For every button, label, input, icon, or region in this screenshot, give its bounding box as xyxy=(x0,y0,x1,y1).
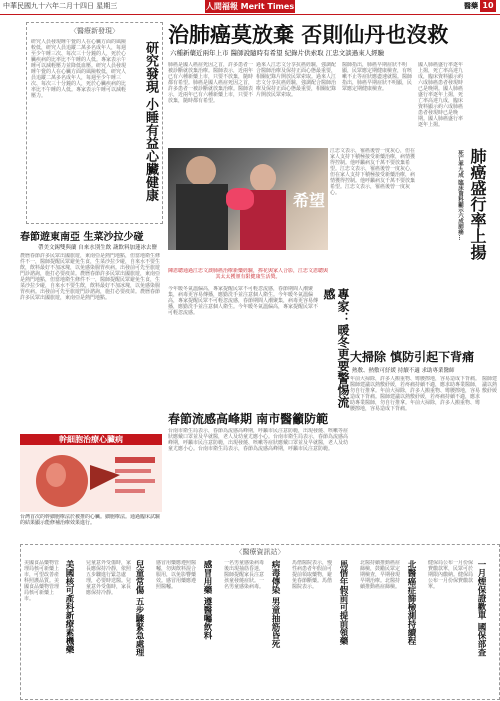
man-figure xyxy=(186,156,216,186)
lung-title: 肺癌盛行率上揚 xyxy=(468,148,487,260)
info-station-header: 〈醫療資訊站〉 xyxy=(235,548,285,556)
lead-subhead: 六種新藥近兩年上市 醫師說隨時有希望 紀錄片供索取 江忠文談過來人經驗 xyxy=(170,49,385,57)
woman-figure xyxy=(250,164,276,192)
info-item-6-body: 北醫持續推動癌症篩檢，鼓勵民眾定期檢查，早期發現早期治療。北醫持續推動癌症篩檢。 xyxy=(360,560,401,590)
info-item-7-title: 一月煙保證歡單 國保部查 xyxy=(476,560,486,657)
masthead xyxy=(0,0,500,14)
info-item-2-body: 兒童意外受傷時，家長應保持冷靜，依照五步驟進行緊急處理，必要時送醫。兒童意外受傷時，家長應保持冷靜。 xyxy=(86,560,132,596)
lead-body-col1: 肺癌是國人癌症死因之首，許多患者一被診斷就放棄治療。醫師表示，近兩年已有六種新藥上市，只要不放棄，隨時都有希望。肺癌是國人癌症死因之首，許多患者一被診斷就放棄治療。醫師表示，近兩年已有六種新藥上市，只要不放棄，隨時都有希望。 xyxy=(168,62,254,104)
info-item-1-title: 美國核可產科新療素機藥 xyxy=(64,560,74,654)
lead-headline: 治肺癌莫放棄 否則仙丹也沒救 xyxy=(168,22,449,47)
man-suit xyxy=(176,184,228,250)
back-pain-subtitle: 熱敷、熱敷可紓緩 持續不適 求助專業醫師 xyxy=(352,368,455,374)
info-item-4-body: 一名男童感染病毒後出現抽筋昏迷，醫師提醒家長注意孩童發燒症狀。一名男童感染病毒。 xyxy=(224,560,265,590)
info-item-5-body: 馬偕醫院表示，慢性病患者年假前可提前領取藥物，避免春節斷藥。馬偕醫院表示。 xyxy=(292,560,333,590)
info-item-6-title: 北醫癌症篩檢測持續程 xyxy=(406,560,416,645)
info-item-4-title: 病毒傳染 男童抽筋昏死 xyxy=(270,560,280,648)
flu-vertical-title: 專家：暖冬更要警惕流感 xyxy=(322,288,350,408)
lead-body-col2: 過來人江忠文分享抗癌經驗，強調配合醫師治療及保持正面心態最重要，相關紀錄片開放民眾索取。過來人江忠文分享抗癌經驗，強調配合醫師治療及保持正面心態最重要，相關紀錄片開放民眾索取。 xyxy=(256,62,337,98)
issue-date: 中華民國九十六年二月十四日 星期三 xyxy=(3,2,118,10)
masthead-rule xyxy=(0,14,500,15)
research-title: 研究發現 小睡有益心臟健康 xyxy=(143,41,158,202)
flu-headline: 春節流感高峰期 南市醫籲防範 xyxy=(168,412,329,426)
page-number: 10 xyxy=(480,0,496,12)
lead-photo xyxy=(168,148,328,250)
heart-illustration xyxy=(20,445,162,512)
stem-cell-caption: 台灣首次的幹細胞療法於被推的心臟。細胞療法。通過臨床試驗的結果顯示能修補治療效果進行。 xyxy=(20,514,161,526)
info-item-7-body: 健保局公布一月份保費繳款單，民眾可於期限內繳納。健保局公布一月份保費繳款單。 xyxy=(428,560,474,590)
flower-bouquet xyxy=(226,188,254,210)
research-box-header: 〈醫療新發現〉 xyxy=(70,27,119,35)
travel-body: 農曆春節許多民眾出國旅遊，東南亞是熱門地點，但當地衛生條件不一，醫師提醒民眾避免生食，生菜沙拉少碰，自來水不要生飲，飲料最好不加冰塊，以免感染腸胃疾病。出發前可先至旅遊門診諮詢，施打必要疫苗。農曆春節許多民眾出國旅遊，東南亞是熱門地點，但當地衛生條件不一，醫師提醒民眾避免生食，生菜沙拉少碰，自來水不要生飲，飲料最好不加冰塊，以免感染腸胃疾病。出發前可先至旅遊門診諮詢，施打必要疫苗。農曆春節許多民眾出國旅遊，東南亞是熱門地點。 xyxy=(20,253,161,301)
lead-photo-caption: 陳恩聰通過江忠文談肺癌治療新藥經驗，捧花與家人合影，江忠文恩聰與其太太獲頒有限健康生活獎。 xyxy=(168,268,328,280)
travel-title: 春節遊東南亞 生菜沙拉少碰 xyxy=(20,232,144,243)
lead-body-col3: 醫師指出，肺癌早期症狀不明顯，民眾應定期健康檢查，有咳嗽不止等症狀應盡速就醫。醫師指出，肺癌早期症狀不明顯，民眾應定期健康檢查。 xyxy=(342,62,413,92)
flu-body: 今年暖冬氣溫偏高，專家提醒民眾不可輕忽流感，春節期間人潮聚集，病毒更容易傳播，應勤洗手並注意個人衛生。今年暖冬氣溫偏高，專家提醒民眾不可輕忽流感，春節期間人潮聚集，病毒更容易傳播，應勤洗手並注意個人衛生。今年暖冬氣溫偏高，專家提醒民眾不可輕忽流感。 xyxy=(168,286,318,316)
lead-body-col4: 江忠文表示，罹癌後曾一度灰心，但在家人支持下積極接受新藥治療，病情獲得控制。他呼籲病友千萬不要放棄希望。江忠文表示，罹癌後曾一度灰心，但在家人支持下積極接受新藥治療，病情獲得控制。他呼籲病友千萬不要放棄希望。江忠文表示，罹癌後曾一度灰心。 xyxy=(330,148,416,196)
newspaper-logo: 人間福報 Merit Times xyxy=(205,2,295,11)
section-label: 醫藥 xyxy=(464,2,478,10)
info-item-2-title: 兒童常傷 五步驟緊急處理 xyxy=(134,560,144,657)
info-item-3-title: 感冒用藥 遵醫囑飲料 xyxy=(202,560,212,640)
info-item-1-body: 美國食品藥物管理局核可新藥上市，可望改善產科照護品質。美國食品藥物管理局核可新藥上市。 xyxy=(24,560,60,602)
stem-cell-graphic-title: 幹細胞治療心臟病 xyxy=(20,434,162,445)
back-pain-body: 年前大掃除，許多人搬重物、彎腰擦地，容易造成下背痛。醫師建議以熱敷紓緩，若疼痛持續不適，應求助專業醫師，勿自行推拿。年前大掃除，許多人搬重物、彎腰擦地，容易造成下背痛。醫師建議以熱敷紓緩，若疼痛持續不適，應求助專業醫師，勿自行推拿。年前大掃除，許多人搬重物、彎腰擦地，容易造成下背痛。 xyxy=(350,376,480,412)
research-box xyxy=(26,22,163,224)
flu-article: 台南市衛生局表示，春節為流感高峰期，呼籲市民注意防範，出現發燒、咳嗽等症狀應戴口罩並及早就醫，老人及幼童尤應小心。台南市衛生局表示，春節為流感高峰期，呼籲市民注意防範，出現發燒、咳嗽等症狀應戴口罩並及早就醫，老人及幼童尤應小心。台南市衛生局表示，春節為流感高峰期，呼籲市民注意防範。 xyxy=(168,428,348,452)
info-item-3-body: 感冒用藥應遵照醫囑，勿與飲料混合服用，以免影響藥效。感冒用藥應遵照醫囑。 xyxy=(156,560,197,590)
back-pain-edge: 醫師建議以熱敷紓緩 xyxy=(482,376,498,394)
lung-body: 國人肺癌盛行率逐年上揚，死亡率高達九成，臨床資料顯示約六成肺癌患者發現時已是晚期。國人肺癌盛行率逐年上揚，死亡率高達九成，臨床資料顯示約六成肺癌患者發現時已是晚期。國人肺癌盛行率逐年上揚。 xyxy=(418,62,464,128)
lung-subtitle: 死亡率九成 臨床資料顯示六成肺癌... xyxy=(457,150,463,241)
photo-sign: 希望 xyxy=(293,191,326,210)
stem-cell-graphic xyxy=(20,434,162,512)
back-pain-headline: 大掃除 慎防引起下背痛 xyxy=(350,350,475,364)
research-body: 研究人員發現睡午覺的人在心臟方面的風險較低，研究人員追蹤二萬多名成年人，每週至少午睡三次、每次三十分鐘的人，死於心臟疾病的比率比不午睡的人低。專家表示午睡可以減輕壓力並降低血壓。研究人員發現睡午覺的人在心臟方面的風險較低，研究人員追蹤二萬多名成年人，每週至少午睡三次、每次三十分鐘的人，死於心臟疾病的比率比不午睡的人低。專家表示午睡可以減輕壓力。 xyxy=(31,39,126,99)
info-item-5-title: 馬偕年假前可提前領藥 xyxy=(338,560,348,645)
travel-subtitle: 帶美文錫雙與蘭 自來水別生飲 蔬飲料加蓮冰去鹽 xyxy=(38,245,157,251)
